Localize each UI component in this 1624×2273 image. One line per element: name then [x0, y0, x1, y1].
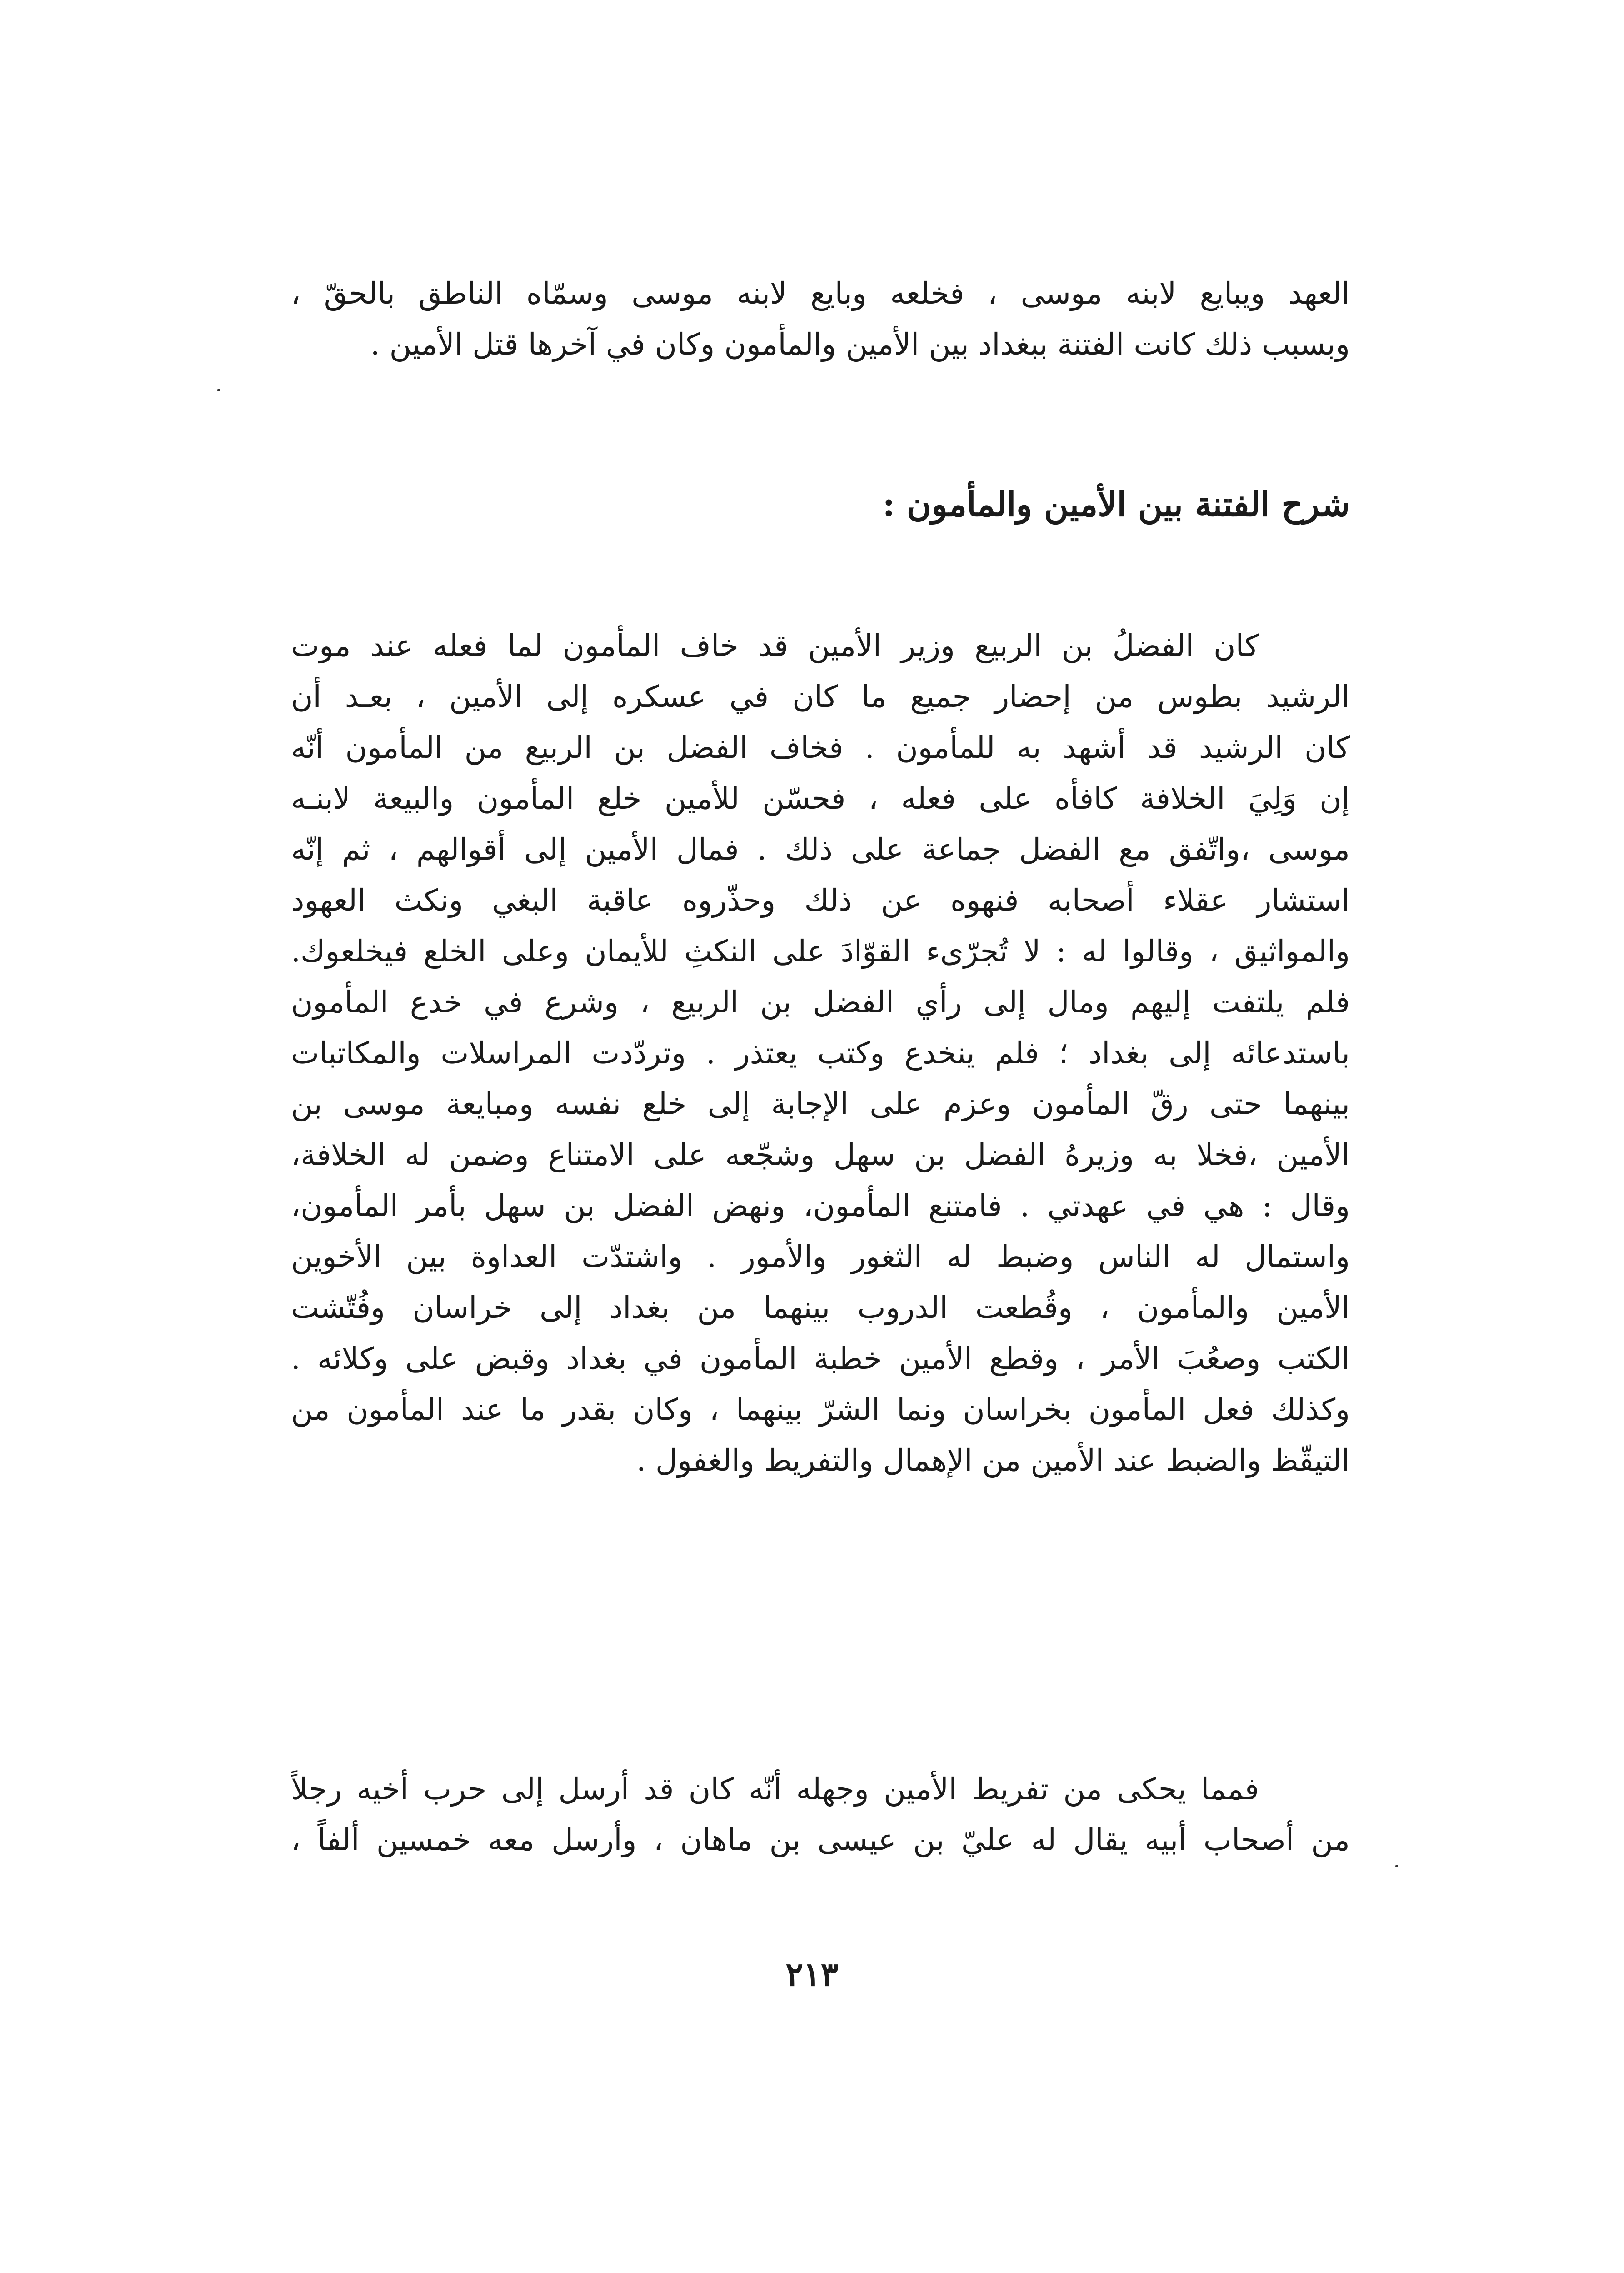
paragraph-1-line: الأمين والمأمون ، وقُطعت الدروب بينهما من بغداد إلى خراسان وفُتّشت: [291, 1290, 1350, 1325]
paragraph-1-line: الكتب وصعُبَ الأمر ، وقطع الأمين خطبة المأمون في بغداد وقبض على وكلائه .: [291, 1341, 1350, 1376]
paragraph-1: [291, 621, 1350, 1486]
paragraph-1-line: وقال : هي في عهدتي . فامتنع المأمون، ونهض الفضل بن سهل بأمر المأمون،: [291, 1188, 1350, 1223]
paragraph-1-line: التيقّظ والضبط عند الأمين من الإهمال والتفريط والغفول .: [636, 1443, 1350, 1478]
paragraph-1-line: كان الفضلُ بن الربيع وزير الأمين قد خاف المأمون لما فعله عند موت: [291, 628, 1259, 663]
paragraph-1-line: إن وَلِيَ الخلافة كافأه على فعله ، فحسّن للأمين خلع المأمون والبيعة لابنـه: [291, 781, 1350, 816]
paragraph-1-line: كان الرشيد قد أشهد به للمأمون . فخاف الفضل بن الربيع من المأمون أنّه: [291, 730, 1350, 765]
paragraph-2-line: فمما يحكى من تفريط الأمين وجهله أنّه كان قد أرسل إلى حرب أخيه رجلاً: [291, 1772, 1259, 1807]
paragraph-1-line: باستدعائه إلى بغداد ؛ فلم ينخدع وكتب يعتذر . وتردّدت المراسلات والمكاتبات: [291, 1036, 1350, 1071]
paragraph-1-line: الأمين ،فخلا به وزيرهُ الفضل بن سهل وشجّعه على الامتناع وضمن له الخلافة،: [291, 1137, 1350, 1172]
paragraph-1-line: استشار عقلاء أصحابه فنهوه عن ذلك وحذّروه عاقبة البغي ونكث العهود: [291, 883, 1350, 918]
paragraph-1-line: واستمال له الناس وضبط له الثغور والأمور . واشتدّت العداوة بين الأخوين: [291, 1239, 1350, 1274]
section-heading: شرح الفتنة بين الأمين والمأمون :: [882, 485, 1350, 524]
page-number: ٢١٣: [785, 1955, 839, 1993]
paragraph-1-line: فلم يلتفت إليهم ومال إلى رأي الفضل بن الربيع ، وشرع في خدع المأمون: [291, 985, 1350, 1020]
intro-line-2: وبسبب ذلك كانت الفتنة ببغداد بين الأمين والمأمون وكان في آخرها قتل الأمين .: [370, 327, 1350, 362]
paragraph-2: [291, 1764, 1350, 1866]
intro-text: [291, 268, 1350, 370]
ink-dot: [1395, 1865, 1398, 1867]
intro-line-1: العهد ويبايع لابنه موسى ، فخلعه وبايع لابنه موسى وسمّاه الناطق بالحقّ ،: [291, 276, 1350, 311]
ink-dot: [217, 389, 220, 391]
paragraph-1-line: وكذلك فعل المأمون بخراسان ونما الشرّ بينهما ، وكان بقدر ما عند المأمون من: [291, 1392, 1350, 1427]
paragraph-1-line: بينهما حتى رقّ المأمون وعزم على الإجابة إلى خلع نفسه ومبايعة موسى بن: [291, 1086, 1350, 1121]
paragraph-1-line: موسى ،واتّفق مع الفضل جماعة على ذلك . فمال الأمين إلى أقوالهم ، ثم إنّه: [291, 832, 1350, 867]
paragraph-2-line: من أصحاب أبيه يقال له عليّ بن عيسى بن ماهان ، وأرسل معه خمسين ألفاً ،: [291, 1822, 1350, 1857]
paragraph-1-line: الرشيد بطوس من إحضار جميع ما كان في عسكره إلى الأمين ، بعـد أن: [291, 679, 1350, 714]
paragraph-1-line: والمواثيق ، وقالوا له : لا تُجرّىء القوّادَ على النكثِ للأيمان وعلى الخلع فيخلعوك.: [291, 934, 1350, 969]
